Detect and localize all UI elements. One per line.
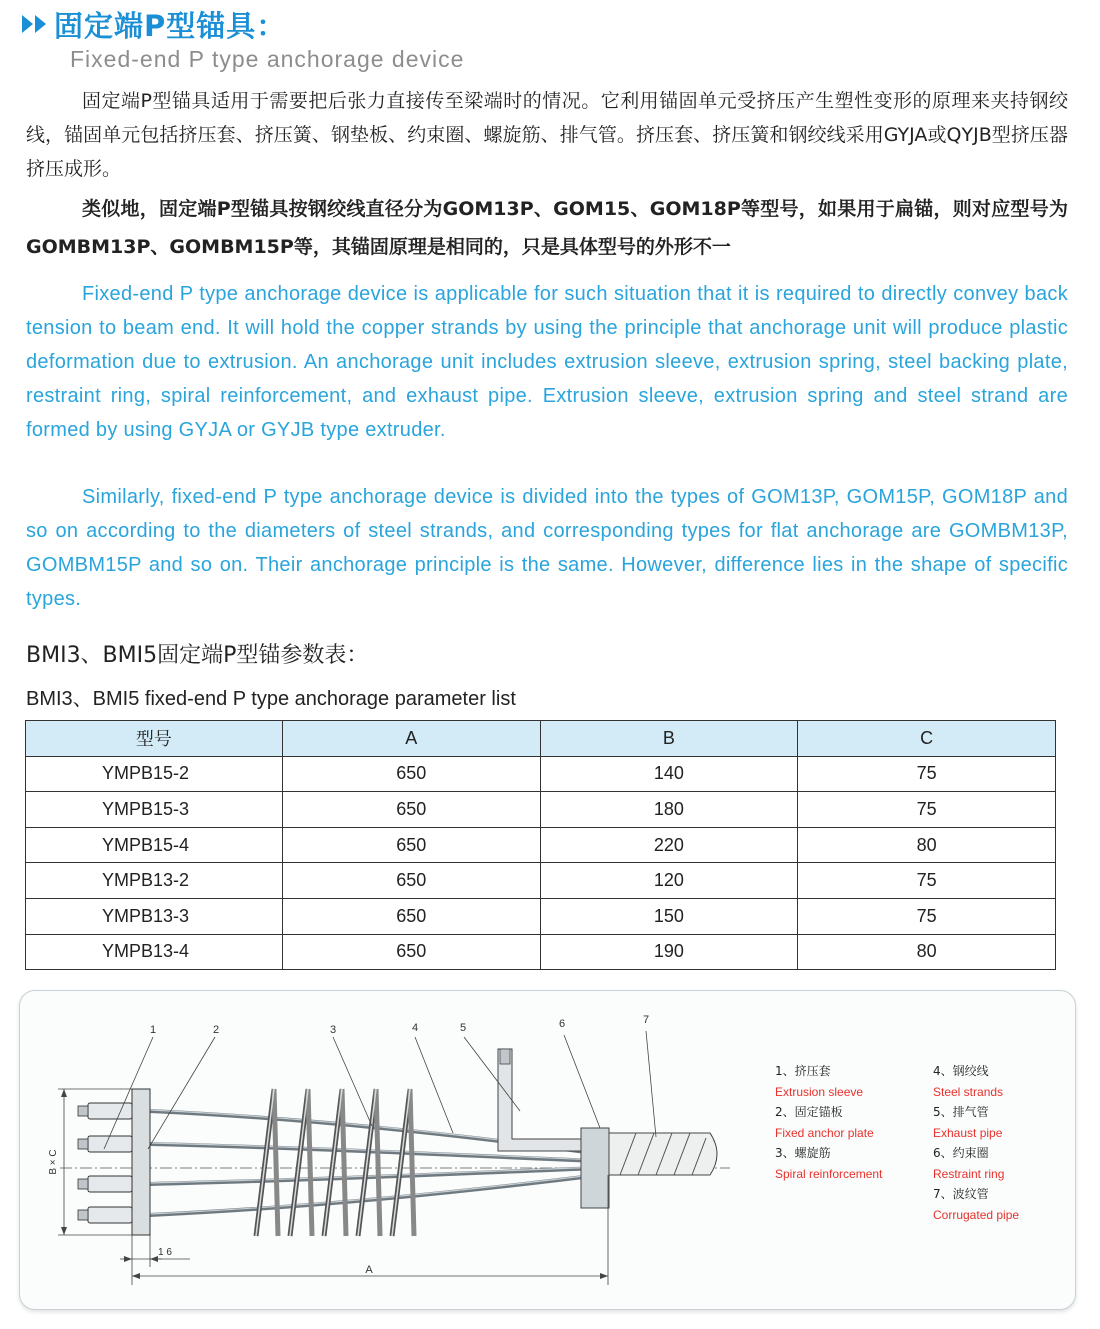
cell-a: 650 bbox=[282, 827, 540, 863]
legend-item-label: 5、排气管 bbox=[933, 1105, 989, 1119]
table-subtitle: BMI3、BMI5 fixed-end P type anchorage parameter list bbox=[26, 688, 516, 710]
cell-b: 180 bbox=[540, 792, 798, 828]
cell-a: 650 bbox=[282, 863, 540, 899]
column-header-c: C bbox=[798, 721, 1056, 757]
cell-b: 140 bbox=[540, 756, 798, 792]
cell-model: YMPB15-3 bbox=[26, 792, 283, 828]
anchorage-diagram-panel bbox=[19, 990, 1076, 1310]
table-row bbox=[26, 863, 1056, 899]
callout-3: 3 bbox=[329, 1024, 337, 1036]
table-row bbox=[26, 756, 1056, 792]
cell-c: 80 bbox=[798, 827, 1056, 863]
legend-item-label: 6、约束圈 bbox=[933, 1146, 989, 1160]
table-row bbox=[26, 827, 1056, 863]
intro-cn-paragraph-1: 固定端P型锚具适用于需要把后张力直接传至梁端时的情况。它利用锚固单元受挤压产生塑性变形的原理来夹持钢绞线，锚固单元包括挤压套、挤压簧、钢垫板、约束圈、螺旋筋、排气管。挤压套、挤压簧和钢绞线采用GYJA或QYJB型挤压器挤压成形。 bbox=[26, 90, 1068, 180]
intro-en-paragraph-1: Fixed-end P type anchorage device is applicable for such situation that it is required to directly convey back tension to beam end. It will hold the copper strands by using the principle that anchorage unit will produce plastic deformation due to extrusion. An anchorage unit includes extrusion sleeve, extrusion spring, steel backing plate, restraint ring, spiral reinforcement, and exhaust pipe. Extrusion sleeve, extrusion spring and steel strand are formed by using GYJA or GYJB type extruder. bbox=[26, 283, 1068, 441]
spiral-reinforcement bbox=[256, 1089, 414, 1236]
cell-model: YMPB13-2 bbox=[26, 863, 283, 899]
dimension-label-a: A bbox=[365, 1264, 373, 1276]
legend-item-label: 1、挤压套 bbox=[775, 1064, 831, 1078]
table-title: BMI3、BMI5固定端P型锚参数表： bbox=[26, 643, 369, 668]
legend-item-label: Steel strands bbox=[933, 1084, 1004, 1099]
arrow-right-icon bbox=[22, 15, 33, 33]
legend-item-label: 4、钢绞线 bbox=[933, 1064, 989, 1078]
callout-1: 1 bbox=[149, 1024, 157, 1036]
cell-c: 75 bbox=[798, 756, 1056, 792]
callout-leaders bbox=[104, 1031, 656, 1149]
legend-item-label: Corrugated pipe bbox=[933, 1207, 1020, 1222]
dimension-label-b-c: B × C bbox=[48, 1149, 59, 1175]
restraint-ring bbox=[581, 1128, 609, 1208]
diagram-legend-right bbox=[933, 1061, 1019, 1225]
cell-a: 650 bbox=[282, 934, 540, 970]
legend-item-label: Extrusion sleeve bbox=[775, 1084, 864, 1099]
legend-item-label: Spiral reinforcement bbox=[775, 1166, 883, 1181]
intro-cn-paragraph-2: 类似地，固定端P型锚具按钢绞线直径分为GOM13P、GOM15、GOM18P等型号，如果用于扁锚，则对应型号为GOMBM13P、GOMBM15P等，其锚固原理是相同的，只是具体型号的外形不一 bbox=[26, 198, 1068, 258]
cell-c: 75 bbox=[798, 792, 1056, 828]
callout-5: 5 bbox=[459, 1022, 467, 1034]
page-subtitle: Fixed-end P type anchorage device bbox=[70, 46, 465, 72]
cell-c: 75 bbox=[798, 863, 1056, 899]
callout-4: 4 bbox=[411, 1022, 419, 1034]
extrusion-sleeves bbox=[88, 1103, 132, 1223]
cell-model: YMPB13-4 bbox=[26, 934, 283, 970]
anchorage-diagram bbox=[20, 991, 1075, 1309]
table-row bbox=[26, 898, 1056, 934]
page-header bbox=[22, 4, 286, 44]
column-header-model: 型号 bbox=[26, 721, 283, 757]
cell-b: 150 bbox=[540, 898, 798, 934]
cell-model: YMPB15-4 bbox=[26, 827, 283, 863]
cell-c: 80 bbox=[798, 934, 1056, 970]
corrugated-pipe bbox=[608, 1133, 717, 1175]
column-header-b: B bbox=[540, 721, 798, 757]
legend-item-label: 7、波纹管 bbox=[933, 1187, 989, 1201]
cell-c: 75 bbox=[798, 898, 1056, 934]
legend-item-label: Restraint ring bbox=[933, 1166, 1005, 1181]
cell-b: 190 bbox=[540, 934, 798, 970]
cell-a: 650 bbox=[282, 756, 540, 792]
callout-7: 7 bbox=[642, 1014, 650, 1026]
table-header-row bbox=[26, 721, 1056, 757]
cell-b: 220 bbox=[540, 827, 798, 863]
dimension-label-16: 1 6 bbox=[158, 1247, 172, 1258]
cell-a: 650 bbox=[282, 898, 540, 934]
page-title: 固定端P型锚具： bbox=[54, 8, 287, 43]
legend-item-label: Fixed anchor plate bbox=[775, 1125, 874, 1140]
table-row bbox=[26, 934, 1056, 970]
cell-a: 650 bbox=[282, 792, 540, 828]
fixed-anchor-plate bbox=[132, 1089, 150, 1235]
callout-2: 2 bbox=[212, 1024, 220, 1036]
legend-item-label: 3、螺旋筋 bbox=[775, 1146, 831, 1160]
table-row bbox=[26, 792, 1056, 828]
cell-model: YMPB15-2 bbox=[26, 756, 283, 792]
arrow-right-icon bbox=[35, 15, 46, 33]
legend-item-label: Exhaust pipe bbox=[933, 1125, 1003, 1140]
diagram-legend-left bbox=[775, 1061, 882, 1184]
callout-6: 6 bbox=[558, 1018, 566, 1030]
legend-item-label: 2、固定锚板 bbox=[775, 1105, 843, 1119]
cell-b: 120 bbox=[540, 863, 798, 899]
cell-model: YMPB13-3 bbox=[26, 898, 283, 934]
intro-en-paragraph-2: Similarly, fixed-end P type anchorage device is divided into the types of GOM13P, GOM15P, GOM18P and so on according to the diameters of steel strands, and corresponding types for flat anchorage are GOMBM13P, GOMBM15P and so on. Their anchorage principle is the same. However, difference lies in the shape of specific types. bbox=[26, 486, 1068, 610]
parameter-table bbox=[25, 720, 1056, 970]
column-header-a: A bbox=[282, 721, 540, 757]
